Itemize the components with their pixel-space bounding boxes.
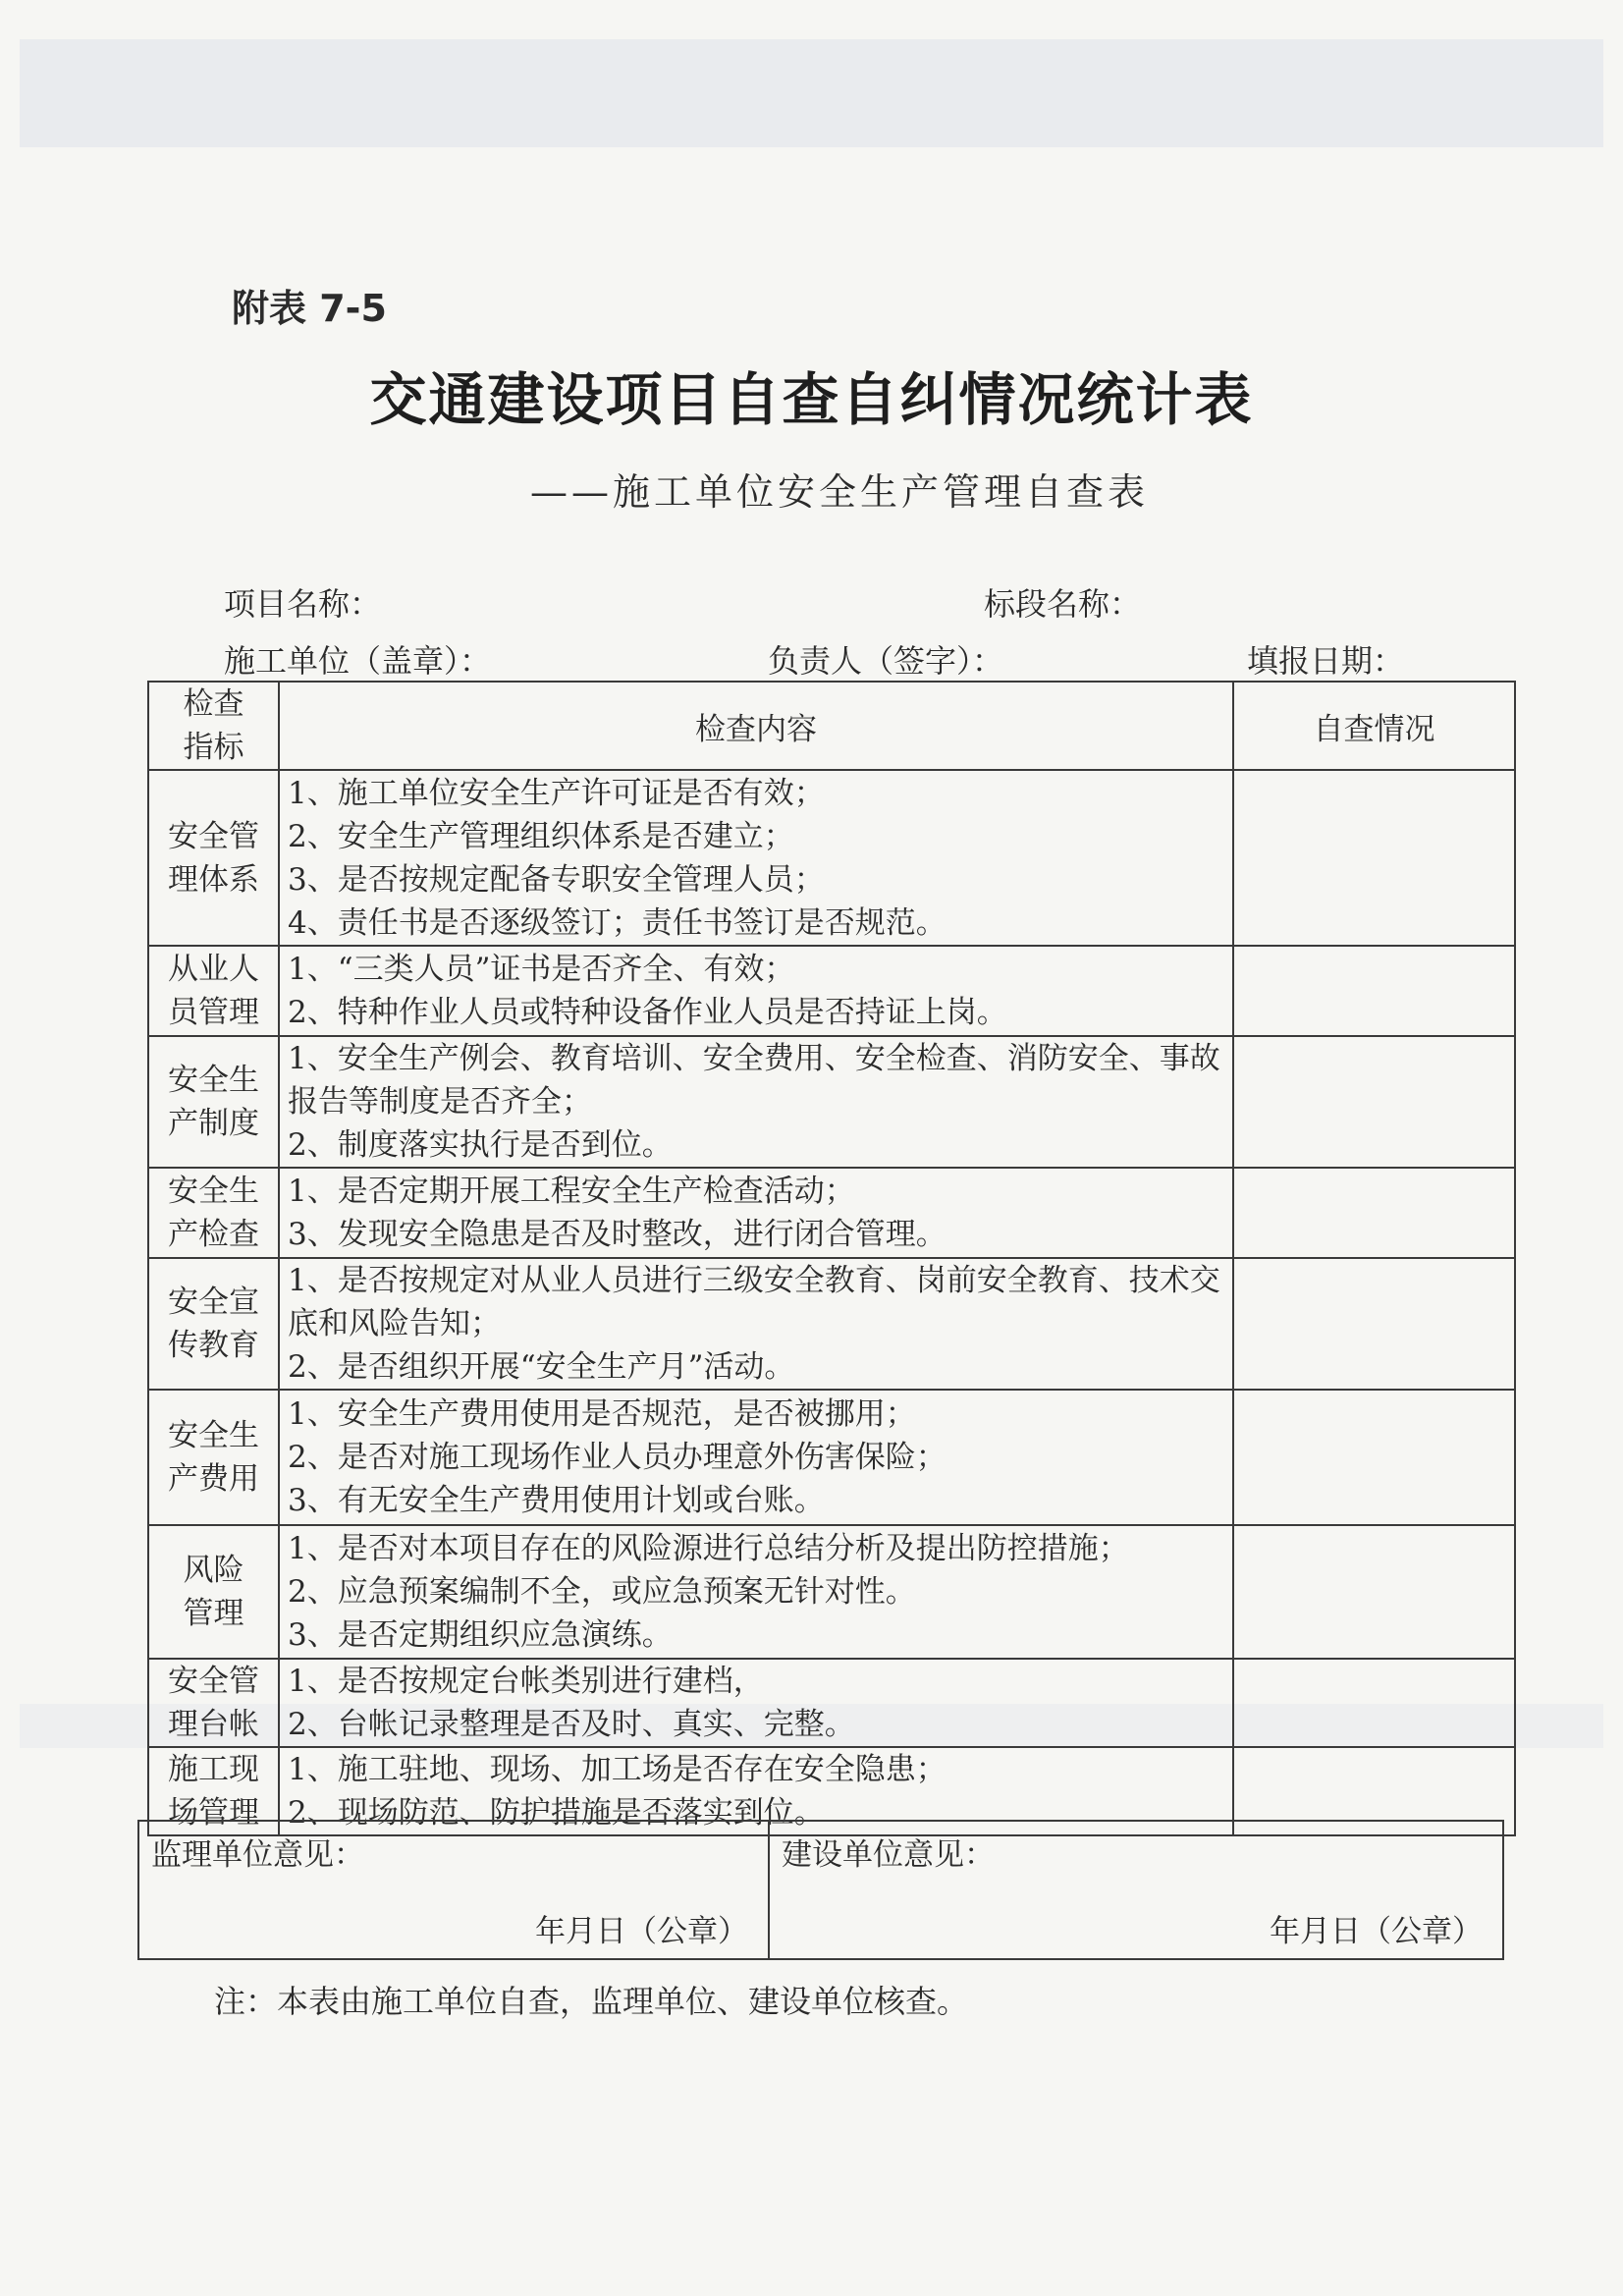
content-cell: [279, 1525, 1233, 1659]
check-item: 1、施工单位安全生产许可证是否有效；: [288, 775, 825, 811]
table-row: [148, 946, 1515, 1036]
content-cell: [279, 1390, 1233, 1525]
indicator-cell: 安全管 理体系: [148, 770, 279, 946]
content-cell: [279, 946, 1233, 1036]
check-item: 2、应急预案编制不全，或应急预案无针对性。: [288, 1574, 916, 1610]
report-date-label: 填报日期：: [1247, 642, 1405, 680]
check-item: 1、是否按规定对从业人员进行三级安全教育、岗前安全教育、技术交底和风险告知；: [288, 1263, 1220, 1341]
check-item: 2、安全生产管理组织体系是否建立；: [288, 818, 794, 854]
scan-shadow-top: [20, 39, 1603, 147]
indicator-cell: 施工现 场管理: [148, 1747, 279, 1835]
owner-date-seal: 年月日（公章）: [1270, 1914, 1483, 1949]
footnote: 注：本表由施工单位自查，监理单位、建设单位核查。: [214, 1983, 969, 2020]
section-name-label: 标段名称：: [984, 585, 1142, 623]
table-row: [148, 1659, 1515, 1747]
check-item: 1、安全生产费用使用是否规范，是否被挪用；: [288, 1396, 916, 1432]
self-check-cell[interactable]: [1233, 946, 1515, 1036]
indicator-cell: 安全生 产费用: [148, 1390, 279, 1525]
indicator-cell: 安全生 产检查: [148, 1168, 279, 1258]
self-check-table: [147, 681, 1516, 1836]
check-item: 3、是否定期组织应急演练。: [288, 1617, 673, 1653]
responsible-person-label: 负责人（签字）：: [768, 642, 1004, 680]
contractor-label: 施工单位（盖章）：: [224, 642, 492, 680]
owner-opinion-label: 建设单位意见：: [782, 1837, 995, 1873]
check-item: 3、是否按规定配备专职安全管理人员；: [288, 861, 825, 898]
check-item: 2、现场防范、防护措施是否落实到位。: [288, 1795, 825, 1831]
project-name-label: 项目名称：: [224, 585, 382, 623]
table-row: [148, 1036, 1515, 1168]
page-subtitle: ——施工单位安全生产管理自查表: [530, 470, 1150, 514]
indicator-cell: 安全生 产制度: [148, 1036, 279, 1168]
self-check-cell[interactable]: [1233, 1659, 1515, 1747]
check-item: 1、是否按规定台帐类别进行建档，: [288, 1664, 764, 1699]
table-row: [148, 1525, 1515, 1659]
self-check-cell[interactable]: [1233, 1390, 1515, 1525]
table-row: [148, 1390, 1515, 1525]
check-item: 3、有无安全生产费用使用计划或台账。: [288, 1483, 825, 1518]
indicator-cell: 风险 管理: [148, 1525, 279, 1659]
check-item: 2、台帐记录整理是否及时、真实、完整。: [288, 1707, 855, 1742]
header-indicator: 检查 指标: [148, 682, 279, 770]
content-cell: [279, 1036, 1233, 1168]
appendix-label: 附表 7-5: [232, 287, 387, 330]
check-item: 1、施工驻地、现场、加工场是否存在安全隐患；: [288, 1752, 947, 1787]
check-item: 2、特种作业人员或特种设备作业人员是否持证上岗。: [288, 995, 1007, 1030]
check-item: 2、制度落实执行是否到位。: [288, 1127, 673, 1163]
table-header-row: [148, 682, 1515, 770]
self-check-cell[interactable]: [1233, 1525, 1515, 1659]
check-item: 1、是否定期开展工程安全生产检查活动；: [288, 1174, 855, 1209]
page-title: 交通建设项目自查自纠情况统计表: [369, 366, 1254, 433]
indicator-cell: 从业人 员管理: [148, 946, 279, 1036]
self-check-cell[interactable]: [1233, 770, 1515, 946]
supervisor-opinion-cell[interactable]: [138, 1821, 769, 1959]
check-item: 1、是否对本项目存在的风险源进行总结分析及提出防控措施；: [288, 1531, 1129, 1566]
check-item: 2、是否组织开展“安全生产月”活动。: [288, 1349, 795, 1385]
supervisor-opinion-label: 监理单位意见：: [151, 1837, 364, 1873]
self-check-cell[interactable]: [1233, 1258, 1515, 1390]
table-row: [148, 770, 1515, 946]
check-item: 4、责任书是否逐级签订；责任书签订是否规范。: [288, 904, 947, 941]
header-content: 检查内容: [279, 682, 1233, 770]
owner-opinion-cell[interactable]: [769, 1821, 1503, 1959]
content-cell: [279, 1659, 1233, 1747]
opinion-table: [137, 1820, 1504, 1960]
content-cell: [279, 1168, 1233, 1258]
indicator-cell: 安全宣 传教育: [148, 1258, 279, 1390]
check-item: 3、发现安全隐患是否及时整改，进行闭合管理。: [288, 1217, 947, 1252]
check-item: 2、是否对施工现场作业人员办理意外伤害保险；: [288, 1440, 947, 1475]
header-self-check: 自查情况: [1233, 682, 1515, 770]
self-check-cell[interactable]: [1233, 1168, 1515, 1258]
self-check-cell[interactable]: [1233, 1036, 1515, 1168]
table-row: [148, 1258, 1515, 1390]
check-item: 1、安全生产例会、教育培训、安全费用、安全检查、消防安全、事故报告等制度是否齐全；: [288, 1041, 1220, 1120]
content-cell: [279, 770, 1233, 946]
supervisor-date-seal: 年月日（公章）: [535, 1914, 748, 1949]
check-item: 1、“三类人员”证书是否齐全、有效；: [288, 952, 795, 987]
table-row: [148, 1168, 1515, 1258]
indicator-cell: 安全管 理台帐: [148, 1659, 279, 1747]
content-cell: [279, 1258, 1233, 1390]
